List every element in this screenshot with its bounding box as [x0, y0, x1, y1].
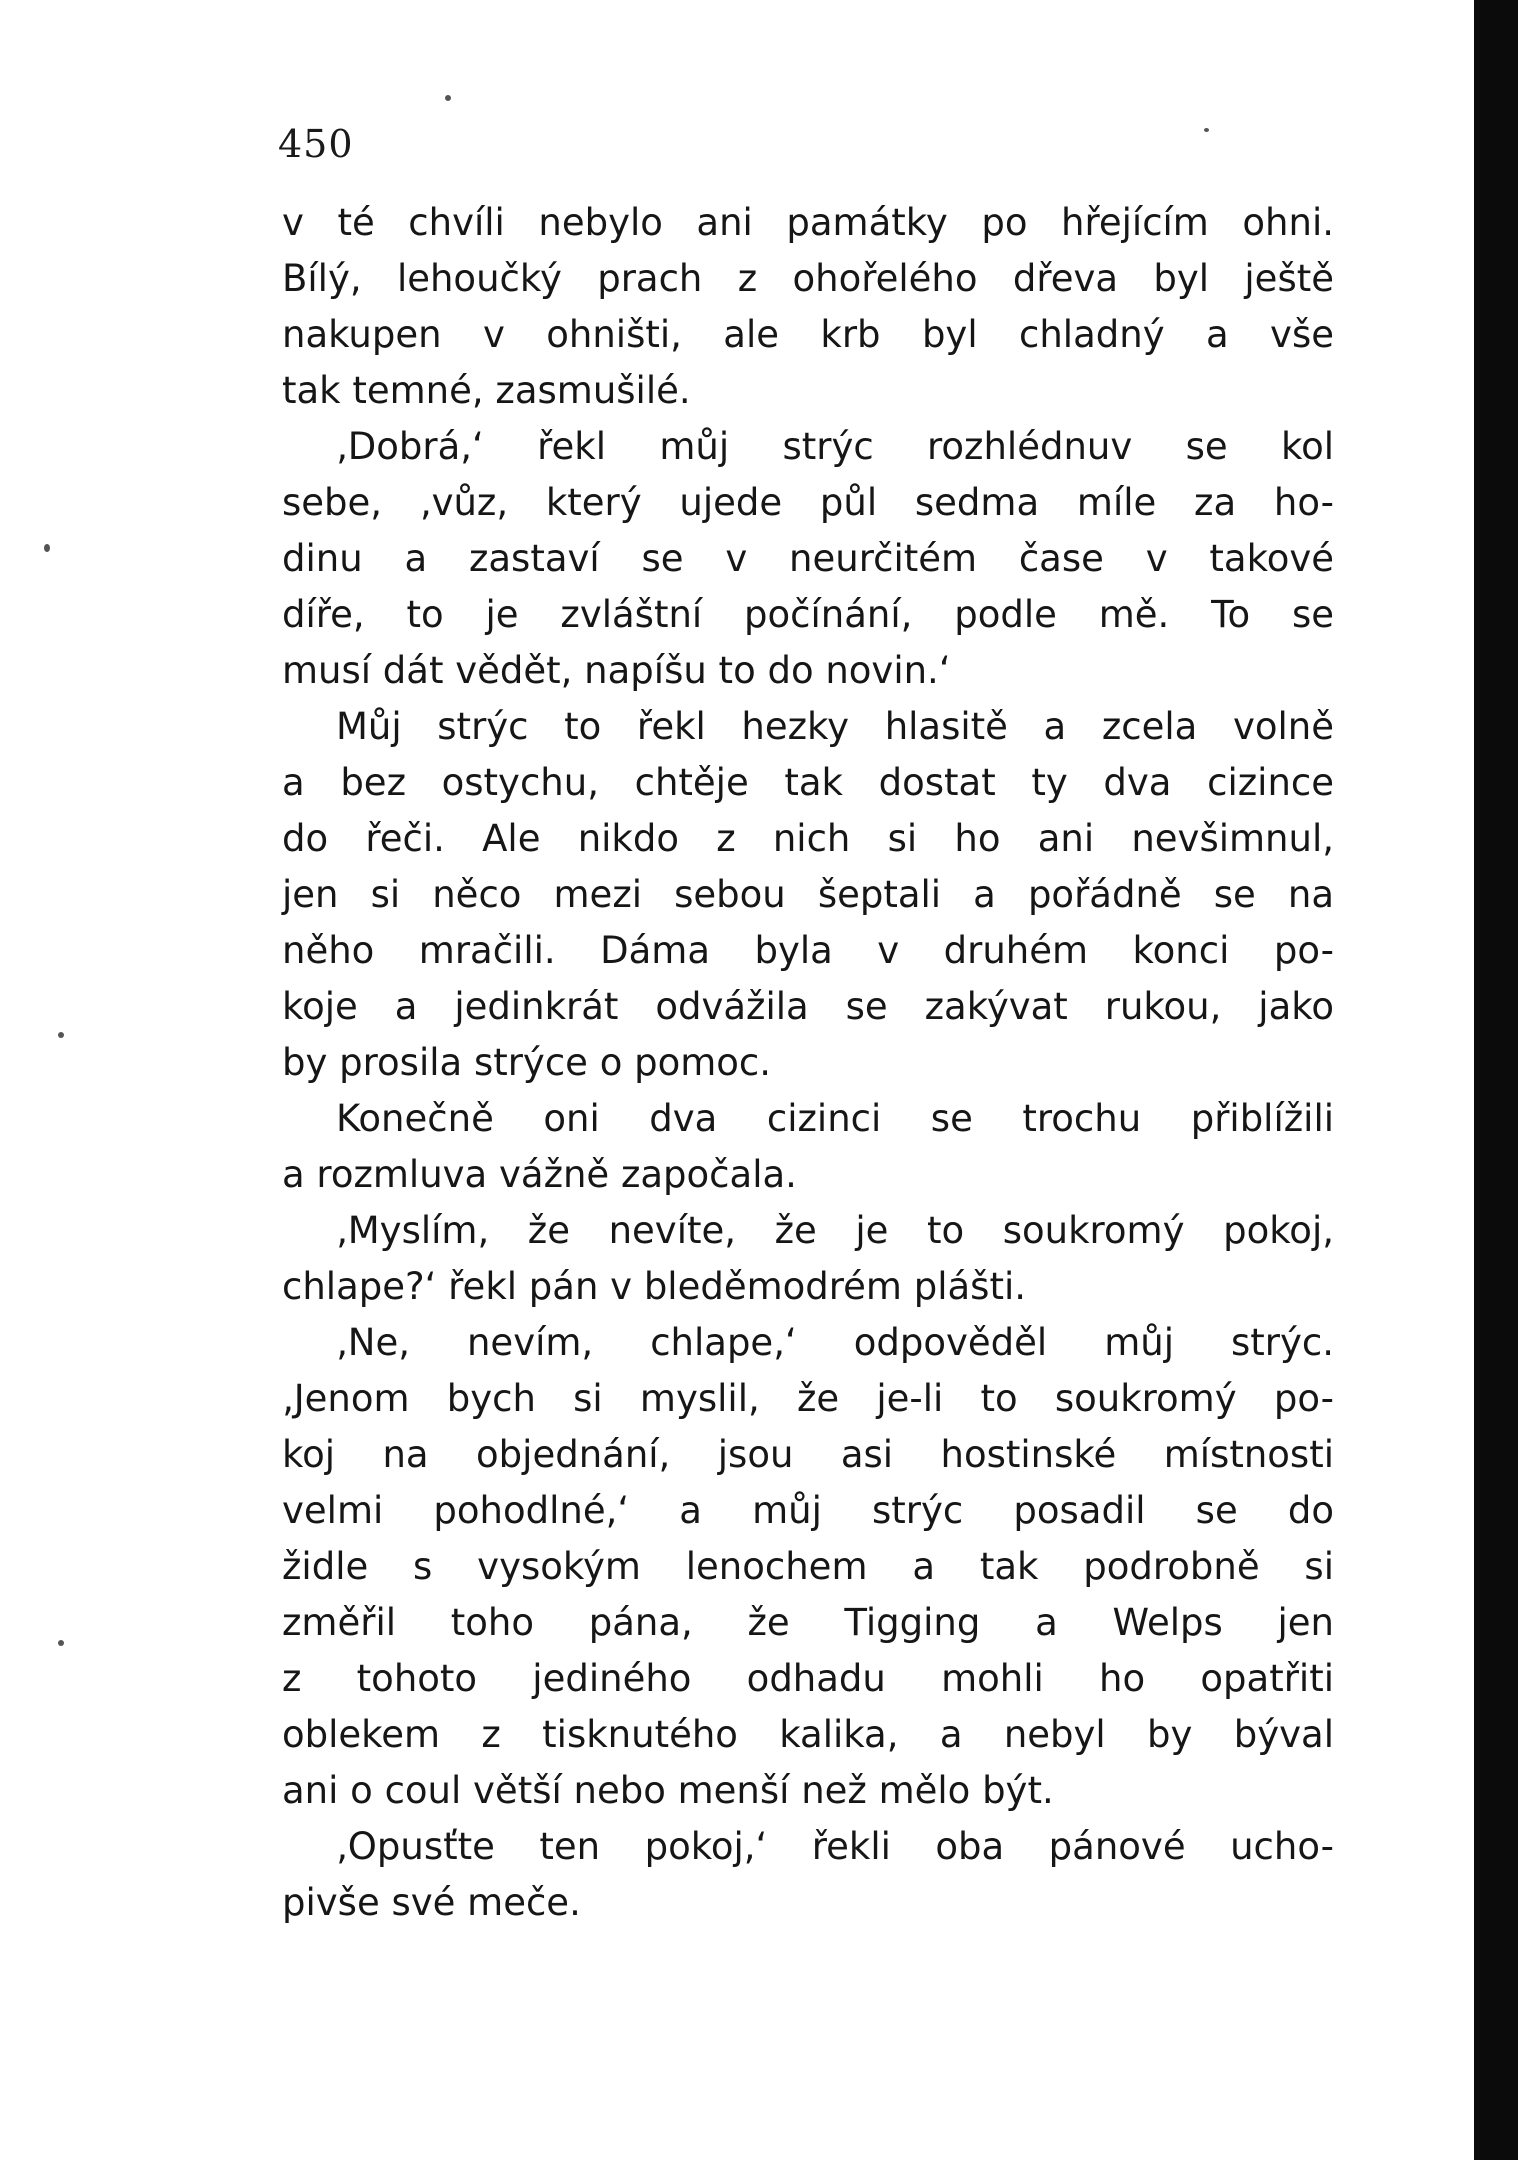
text-line: Konečně oni dva cizinci se trochu přiblížili [336, 1097, 1334, 1140]
ink-speck [44, 544, 50, 552]
text-line: koj na objednání, jsou asi hostinské místnosti [282, 1433, 1334, 1476]
text-line: chlape?‘ řekl pán v bleděmodrém plášti. [282, 1265, 1026, 1308]
text-line: by prosila strýce o pomoc. [282, 1041, 772, 1084]
text-line: do řeči. Ale nikdo z nich si ho ani nevšimnul, [282, 817, 1334, 860]
text-line: ‚Myslím, že nevíte, že je to soukromý pokoj, [336, 1209, 1334, 1252]
scan-border [1474, 0, 1518, 2160]
text-line: ‚Opusťte ten pokoj,‘ řekli oba pánové ucho- [336, 1825, 1334, 1868]
text-line: dinu a zastaví se v neurčitém čase v takové [282, 537, 1334, 580]
ink-speck [58, 1032, 64, 1038]
text-line: a rozmluva vážně započala. [282, 1153, 797, 1196]
text-line: díře, to je zvláštní počínání, podle mě. To se [282, 593, 1334, 636]
ink-speck [58, 1640, 64, 1646]
text-line: a bez ostychu, chtěje tak dostat ty dva cizince [282, 761, 1334, 804]
text-line: ‚Ne, nevím, chlape,‘ odpověděl můj strýc. [336, 1321, 1334, 1364]
text-line: ‚Dobrá,‘ řekl můj strýc rozhlédnuv se kol [336, 425, 1334, 468]
text-line: Bílý, lehoučký prach z ohořelého dřeva byl ještě [282, 257, 1334, 300]
text-line: musí dát vědět, napíšu to do novin.‘ [282, 649, 951, 692]
text-line: sebe, ‚vůz, který ujede půl sedma míle za ho- [282, 481, 1334, 524]
text-line: něho mračili. Dáma byla v druhém konci po- [282, 929, 1334, 972]
text-line: Můj strýc to řekl hezky hlasitě a zcela volně [336, 705, 1334, 748]
text-block [282, 195, 1334, 1931]
text-line: židle s vysokým lenochem a tak podrobně si [282, 1545, 1334, 1588]
text-line: jen si něco mezi sebou šeptali a pořádně se na [282, 873, 1334, 916]
text-line: ‚Jenom bych si myslil, že je-li to soukromý po- [282, 1377, 1334, 1420]
text-line: velmi pohodlné,‘ a můj strýc posadil se do [282, 1489, 1334, 1532]
text-line: ani o coul větší nebo menší než mělo být. [282, 1769, 1054, 1812]
text-line: z tohoto jediného odhadu mohli ho opatřiti [282, 1657, 1334, 1700]
text-line: nakupen v ohništi, ale krb byl chladný a vše [282, 313, 1334, 356]
text-line: pivše své meče. [282, 1881, 581, 1924]
text-line: tak temné, zasmušilé. [282, 369, 691, 412]
ink-speck [1204, 128, 1209, 132]
ink-speck [445, 95, 451, 101]
page-number: 450 [278, 122, 354, 166]
text-line: koje a jedinkrát odvážila se zakývat rukou, jako [282, 985, 1334, 1028]
text-line: v té chvíli nebylo ani památky po hřejícím ohni. [282, 201, 1334, 244]
text-line: oblekem z tisknutého kalika, a nebyl by býval [282, 1713, 1334, 1756]
text-line: změřil toho pána, že Tigging a Welps jen [282, 1601, 1334, 1644]
